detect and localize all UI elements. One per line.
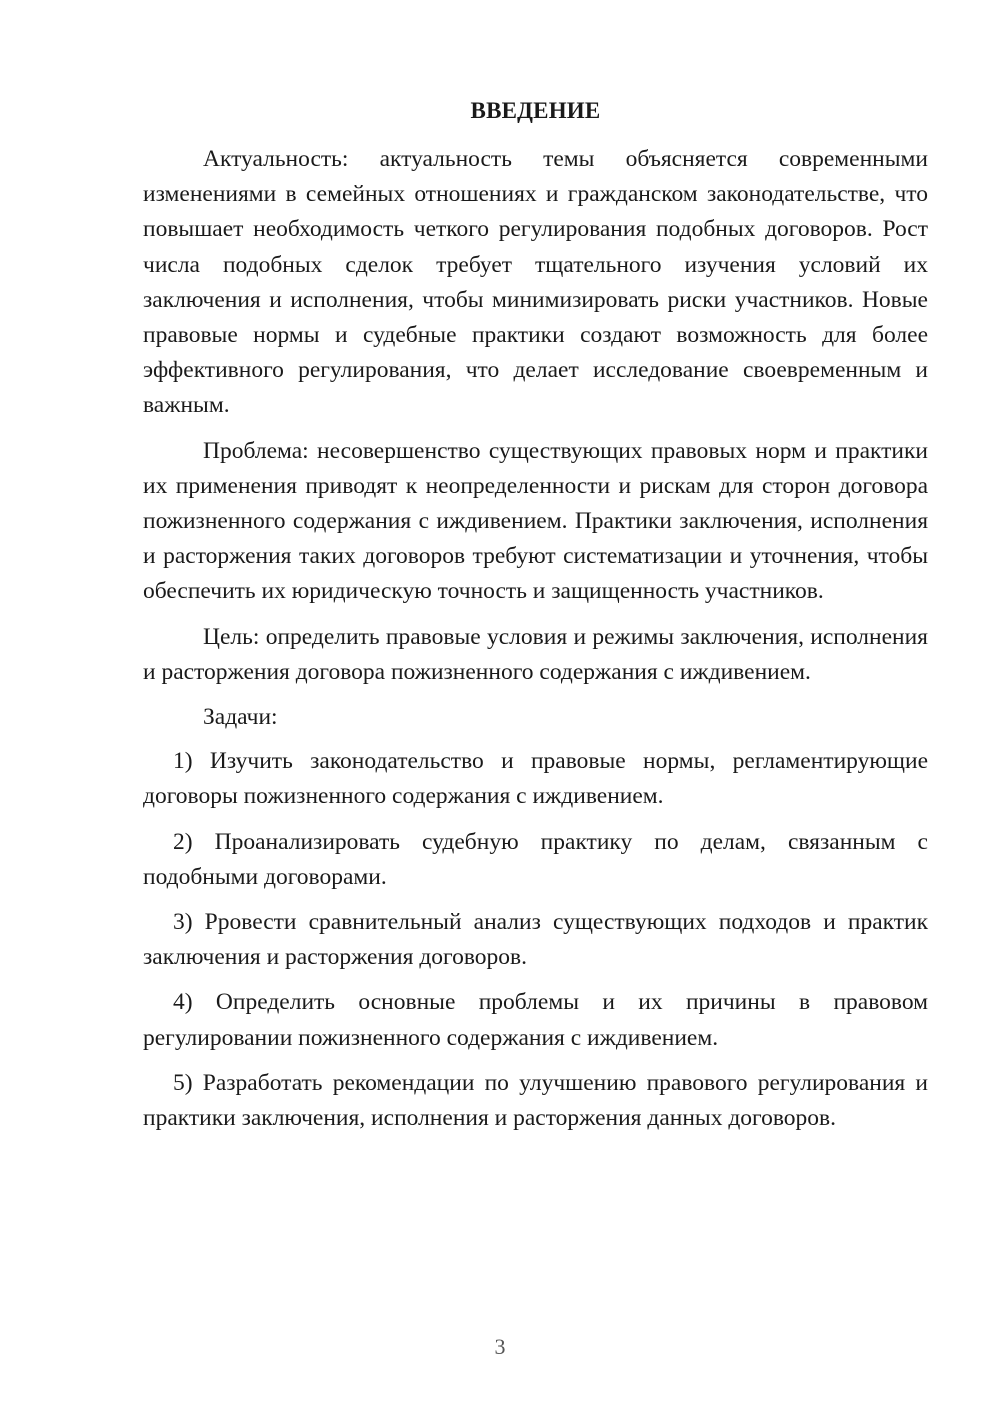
task-item: 1) Изучить законодательство и правовые нормы, регламентирующие договоры пожизненного содержания с иждивением. <box>143 748 928 810</box>
page-number: 3 <box>494 1334 506 1359</box>
task-item: 3) Рровести сравнительный анализ существующих подходов и практик заключения и расторжения договоров. <box>143 909 928 971</box>
paragraph-problem: Проблема: несовершенство существующих правовых норм и практики их применения приводят к неопределенности и рискам для сторон договора пожизненного содержания с иждивением. Практики заключения, исполнения и расторжения таких договоров требуют систематизации и уточнения, чтобы обеспечить их юридическую точность и защищенность участников. <box>143 437 928 605</box>
section-heading: ВВЕДЕНИЕ <box>470 98 601 123</box>
task-item: 5) Разработать рекомендации по улучшению правового регулирования и практики заключения, исполнения и расторжения данных договоров. <box>143 1069 928 1132</box>
document-body <box>143 142 928 1136</box>
paragraph-goal: Цель: определить правовые условия и режимы заключения, исполнения и расторжения договора пожизненного содержания с иждивением. <box>143 623 928 685</box>
tasks-label: Задачи: <box>203 704 278 731</box>
task-item: 2) Проанализировать судебную практику по делам, связанным с подобными договорами. <box>143 828 928 890</box>
paragraph-relevance: Актуальность: актуальность темы объясняется современными изменениями в семейных отношениях и гражданском законодательстве, что повышает необходимость четкого регулирования подобных договоров. Рост числа подобных сделок требует тщательного изучения условий их заключения и исполнения, чтобы минимизировать риски участников. Новые правовые нормы и судебные практики создают возможность для более эффективного регулирования, что делает исследование своевременным и важным. <box>143 146 928 419</box>
task-item: 4) Определить основные проблемы и их причины в правовом регулировании пожизненного содержания с иждивением. <box>143 989 928 1051</box>
